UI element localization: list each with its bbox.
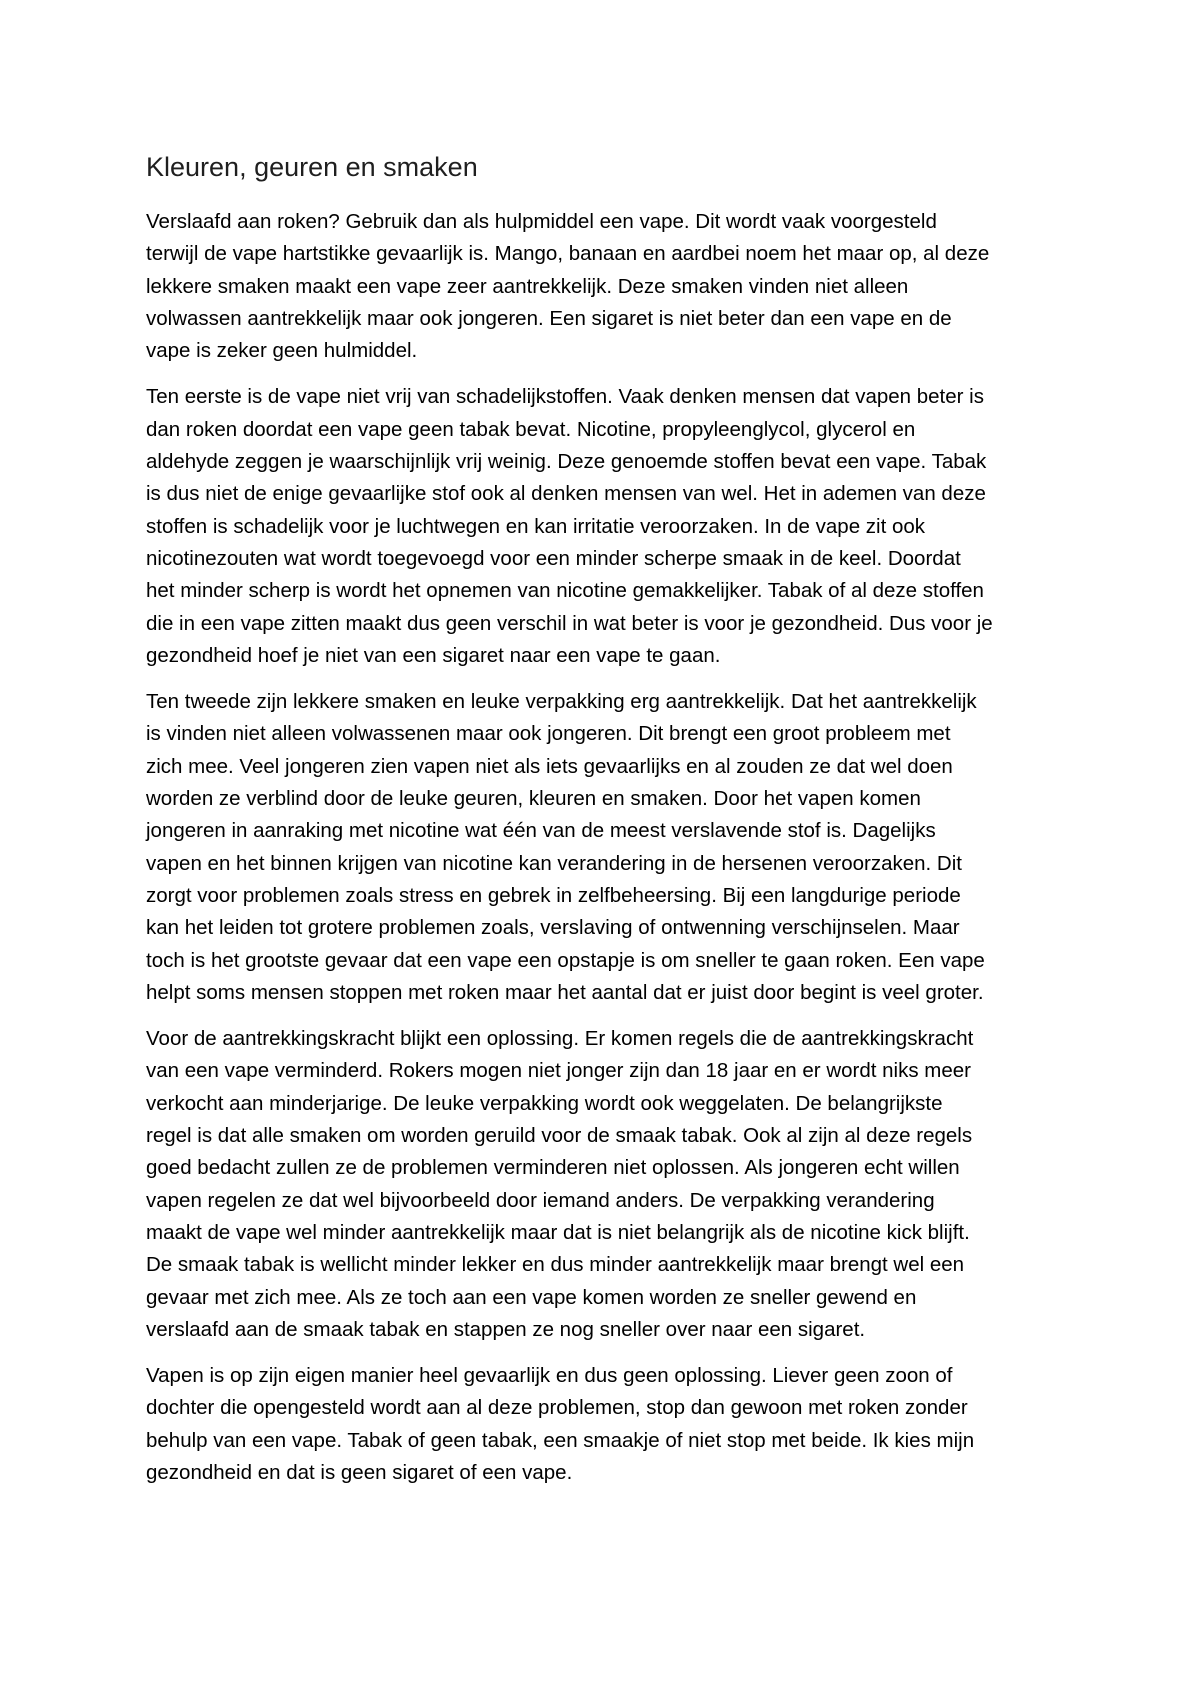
text-line: regel is dat alle smaken om worden geruild voor de smaak tabak. Ook al zijn al deze regels bbox=[146, 1124, 973, 1148]
paragraph-4 bbox=[146, 1023, 1066, 1346]
text-line: behulp van een vape. Tabak of geen tabak, een smaakje of niet stop met beide. Ik kies mijn bbox=[146, 1428, 975, 1452]
text-line: De smaak tabak is wellicht minder lekker en dus minder aantrekkelijk maar brengt wel een bbox=[146, 1253, 965, 1277]
text-line: gezondheid hoef je niet van een sigaret naar een vape te gaan. bbox=[146, 643, 721, 667]
text-line: aldehyde zeggen je waarschijnlijk vrij weinig. Deze genoemde stoffen bevat een vape. Tabak bbox=[146, 450, 987, 474]
text-line: zich mee. Veel jongeren zien vapen niet als iets gevaarlijks en al zouden ze dat wel doen bbox=[146, 754, 953, 778]
text-line: helpt soms mensen stoppen met roken maar het aantal dat er juist door begint is veel groter. bbox=[146, 980, 984, 1004]
text-line: toch is het grootste gevaar dat een vape een opstapje is om sneller te gaan roken. Een vape bbox=[146, 948, 985, 972]
text-line: gevaar met zich mee. Als ze toch aan een vape komen worden ze sneller gewend en bbox=[146, 1285, 917, 1309]
text-line: Vapen is op zijn eigen manier heel gevaarlijk en dus geen oplossing. Liever geen zoon of bbox=[146, 1364, 953, 1388]
text-line: vape is zeker geen hulmiddel. bbox=[146, 339, 418, 363]
text-line: van een vape verminderd. Rokers mogen niet jonger zijn dan 18 jaar en er wordt niks meer bbox=[146, 1059, 971, 1083]
document-title: Kleuren, geuren en smaken bbox=[146, 152, 478, 182]
text-line: nicotinezouten wat wordt toegevoegd voor een minder scherpe smaak in de keel. Doordat bbox=[146, 546, 961, 570]
text-line: kan het leiden tot grotere problemen zoals, verslaving of ontwenning verschijnselen. Maar bbox=[146, 916, 960, 940]
text-line: terwijl de vape hartstikke gevaarlijk is. Mango, banaan en aardbei noem het maar op, al deze bbox=[146, 242, 990, 266]
text-line: het minder scherp is wordt het opnemen van nicotine gemakkelijker. Tabak of al deze stoffen bbox=[146, 579, 984, 603]
text-line: is dus niet de enige gevaarlijke stof ook al denken mensen van wel. Het in ademen van deze bbox=[146, 482, 986, 506]
text-line: vapen regelen ze dat wel bijvoorbeeld door iemand anders. De verpakking verandering bbox=[146, 1188, 935, 1212]
text-line: goed bedacht zullen ze de problemen verminderen niet oplossen. Als jongeren echt willen bbox=[146, 1156, 960, 1180]
text-line: stoffen is schadelijk voor je luchtwegen en kan irritatie veroorzaken. In de vape zit ook bbox=[146, 514, 926, 538]
text-line: Ten tweede zijn lekkere smaken en leuke verpakking erg aantrekkelijk. Dat het aantrekkelijk bbox=[146, 690, 977, 714]
text-line: vapen en het binnen krijgen van nicotine kan verandering in de hersenen veroorzaken. Dit bbox=[146, 851, 962, 875]
text-line: verkocht aan minderjarige. De leuke verpakking wordt ook weggelaten. De belangrijkste bbox=[146, 1091, 943, 1115]
text-line: Voor de aantrekkingskracht blijkt een oplossing. Er komen regels die de aantrekkingskracht bbox=[146, 1027, 974, 1051]
text-line: zorgt voor problemen zoals stress en gebrek in zelfbeheersing. Bij een langdurige periode bbox=[146, 883, 961, 907]
text-line: Ten eerste is de vape niet vrij van schadelijkstoffen. Vaak denken mensen dat vapen beter is bbox=[146, 385, 984, 409]
text-line: worden ze verblind door de leuke geuren, kleuren en smaken. Door het vapen komen bbox=[146, 787, 921, 811]
text-line: verslaafd aan de smaak tabak en stappen ze nog sneller over naar een sigaret. bbox=[146, 1317, 866, 1341]
text-line: Verslaafd aan roken? Gebruik dan als hulpmiddel een vape. Dit wordt vaak voorgesteld bbox=[146, 210, 937, 233]
text-line: jongeren in aanraking met nicotine wat één van de meest verslavende stof is. Dagelijks bbox=[146, 819, 936, 843]
text-line: maakt de vape wel minder aantrekkelijk maar dat is niet belangrijk als de nicotine kick blijft. bbox=[146, 1220, 970, 1244]
text-line: dochter die opengesteld wordt aan al deze problemen, stop dan gewoon met roken zonder bbox=[146, 1396, 968, 1420]
paragraph-5 bbox=[146, 1360, 1066, 1489]
text-line: dan roken doordat een vape geen tabak bevat. Nicotine, propyleenglycol, glycerol en bbox=[146, 417, 916, 441]
text-line: is vinden niet alleen volwassenen maar ook jongeren. Dit brengt een groot probleem met bbox=[146, 722, 951, 746]
text-line: lekkere smaken maakt een vape zeer aantrekkelijk. Deze smaken vinden niet alleen bbox=[146, 274, 909, 298]
text-line: volwassen aantrekkelijk maar ook jongeren. Een sigaret is niet beter dan een vape en de bbox=[146, 306, 952, 330]
paragraph-3 bbox=[146, 686, 1066, 1009]
document-page bbox=[146, 150, 1066, 1503]
text-line: gezondheid en dat is geen sigaret of een vape. bbox=[146, 1460, 573, 1484]
text-line: die in een vape zitten maakt dus geen verschil in wat beter is voor je gezondheid. Dus voor je bbox=[146, 611, 993, 635]
paragraph-1 bbox=[146, 206, 1066, 367]
paragraph-2 bbox=[146, 381, 1066, 672]
